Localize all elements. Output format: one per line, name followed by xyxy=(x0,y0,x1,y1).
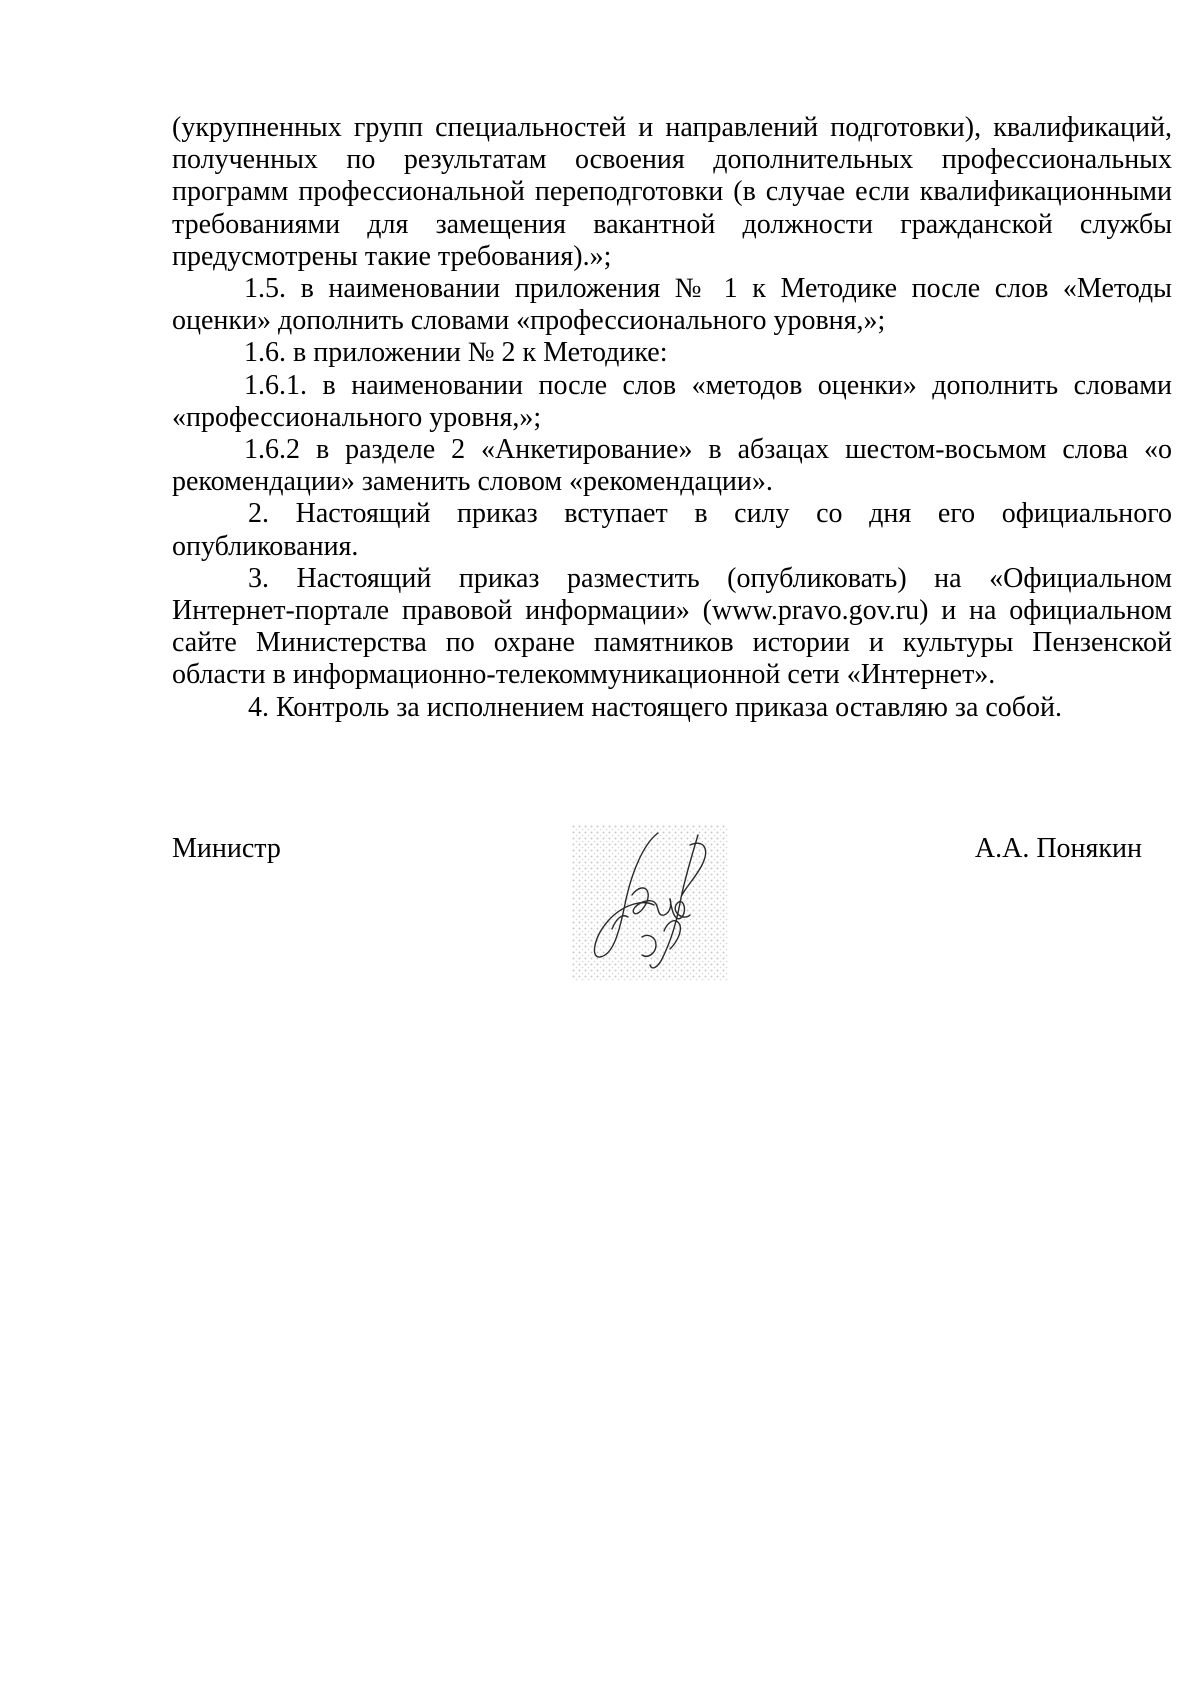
paragraph-3: 3. Настоящий приказ разместить (опубликовать) на «Официальном Интернет-портале правовой информации» (www.pravo.gov.ru) и на официальном сайте Министерства по охране памятников истории и культуры Пензенской области в информационно-телекоммуникационной сети «Интернет». xyxy=(172,562,1172,691)
paragraph-1-6-1: 1.6.1. в наименовании после слов «методов оценки» дополнить словами «профессионального уровня,»; xyxy=(172,369,1172,433)
paragraph-4: 4. Контроль за исполнением настоящего приказа оставляю за собой. xyxy=(248,691,1063,723)
paragraph-1-5: 1.5. в наименовании приложения № 1 к Методике после слов «Методы оценки» дополнить словами «профессионального уровня,»; xyxy=(172,273,1172,337)
paragraph-1-6-2: 1.6.2 в разделе 2 «Анкетирование» в абзацах шестом-восьмом слова «о рекомендации» заменить словом «рекомендации». xyxy=(172,434,1172,498)
signatory-name: А.А. Понякин xyxy=(974,833,1142,864)
signatory-position: Министр xyxy=(172,833,281,864)
signature-block xyxy=(172,825,1172,985)
paragraph-continuation: (укрупненных групп специальностей и направлений подготовки), квалификаций, полученных по результатам освоения дополнительных профессиональных программ профессиональной переподготовки (в случае если квалификационными требованиями для замещения вакантной должности гражданской службы предусмотрены такие требования).»; xyxy=(172,112,1172,272)
document-body xyxy=(172,112,1172,724)
paragraph-1-6: 1.6. в приложении № 2 к Методике: xyxy=(244,337,668,369)
handwritten-signature-icon xyxy=(572,825,728,981)
paragraph-2: 2. Настоящий приказ вступает в силу со дня его официального опубликования. xyxy=(172,498,1172,562)
